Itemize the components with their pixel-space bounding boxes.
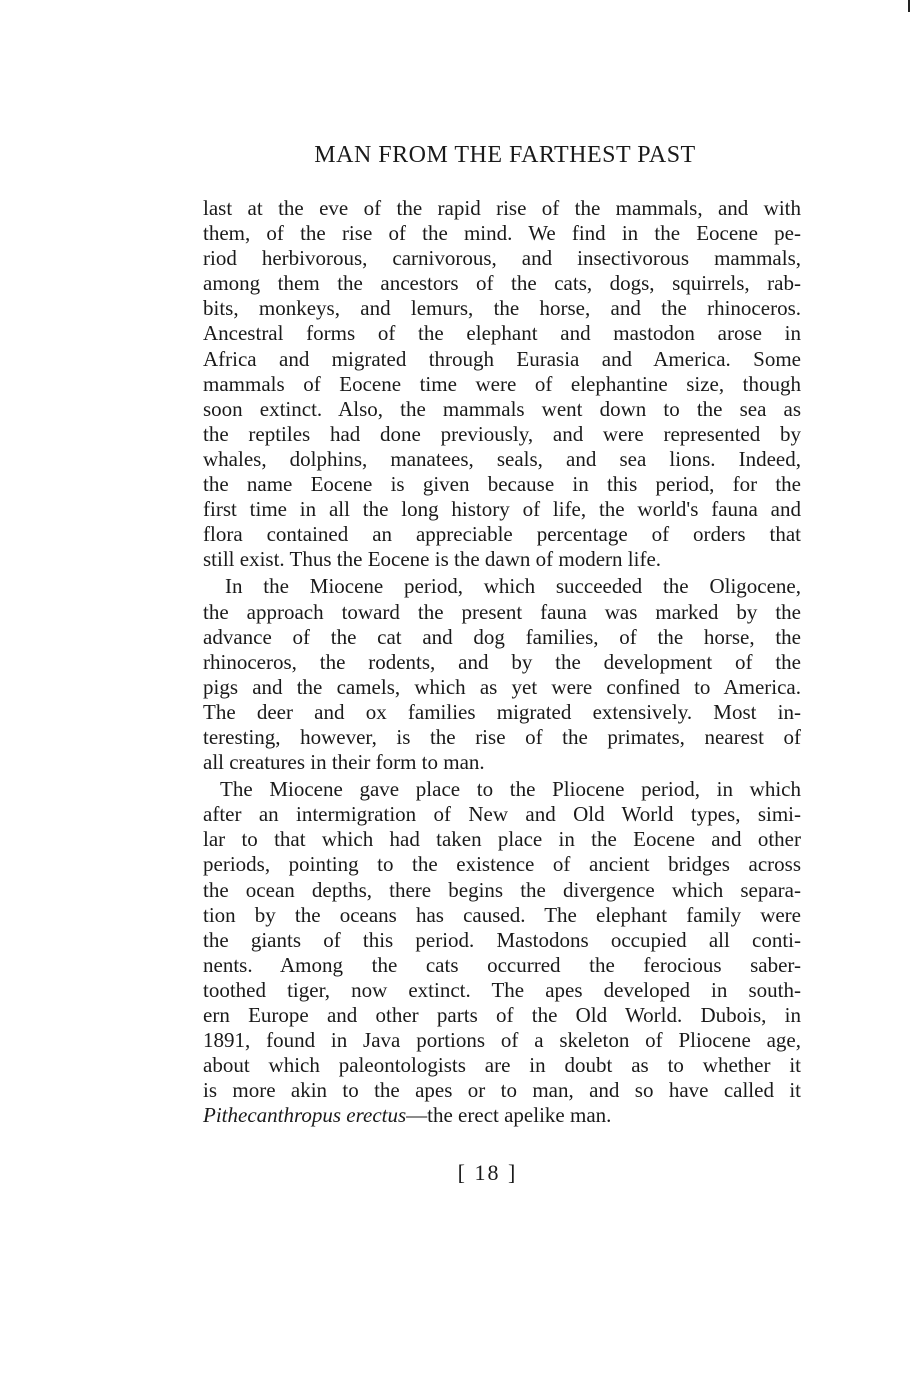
text-line: tion by the oceans has caused. The elephant family were bbox=[203, 902, 801, 927]
running-head: MAN FROM THE FARTHEST PAST bbox=[314, 142, 696, 168]
paragraph-3 bbox=[203, 777, 801, 1128]
text-line: all creatures in their form to man. bbox=[203, 750, 485, 775]
body-text bbox=[203, 196, 801, 1128]
text-line: about which paleontologists are in doubt as to whether it bbox=[203, 1053, 801, 1078]
text-line: rhinoceros, the rodents, and by the development of the bbox=[203, 649, 801, 674]
text-line: the approach toward the present fauna was marked by the bbox=[203, 599, 801, 624]
text-line: bits, monkeys, and lemurs, the horse, and the rhinoceros. bbox=[203, 296, 801, 321]
text-line: the reptiles had done previously, and were represented by bbox=[203, 421, 801, 446]
species-name: Pithecanthropus erectus bbox=[203, 1103, 407, 1128]
text-line: teresting, however, is the rise of the primates, nearest of bbox=[203, 724, 801, 749]
text-line: after an intermigration of New and Old World types, simi- bbox=[203, 802, 801, 827]
paragraph-1 bbox=[203, 196, 801, 572]
page-number: [ 18 ] bbox=[457, 1160, 518, 1185]
text-line: among them the ancestors of the cats, dogs, squirrels, rab- bbox=[203, 271, 801, 296]
text-line: flora contained an appreciable percentage of orders that bbox=[203, 522, 801, 547]
text-line: 1891, found in Java portions of a skeleton of Pliocene age, bbox=[203, 1028, 801, 1053]
text-line: pigs and the camels, which as yet were confined to America. bbox=[203, 674, 801, 699]
text-line: The deer and ox families migrated extensively. Most in- bbox=[203, 699, 801, 724]
text-line: Ancestral forms of the elephant and mastodon arose in bbox=[203, 321, 801, 346]
text-line: ern Europe and other parts of the Old World. Dubois, in bbox=[203, 1003, 801, 1027]
text-line-final bbox=[203, 1103, 801, 1128]
text-line: advance of the cat and dog families, of the horse, the bbox=[203, 624, 801, 649]
text-line: them, of the rise of the mind. We find in the Eocene pe- bbox=[203, 221, 801, 246]
text-line: whales, dolphins, manatees, seals, and sea lions. Indeed, bbox=[203, 446, 801, 471]
text-line: still exist. Thus the Eocene is the dawn of modern life. bbox=[203, 547, 662, 572]
paragraph-2 bbox=[203, 574, 801, 775]
text-line: the ocean depths, there begins the divergence which separa- bbox=[203, 877, 801, 902]
species-gloss: —the erect apelike man. bbox=[406, 1103, 612, 1128]
text-line: the name Eocene is given because in this period, for the bbox=[203, 472, 801, 497]
text-line: toothed tiger, now extinct. The apes developed in south- bbox=[203, 977, 801, 1002]
text-line: nents. Among the cats occurred the ferocious saber- bbox=[203, 952, 801, 977]
text-line: mammals of Eocene time were of elephantine size, though bbox=[203, 371, 801, 396]
text-line: last at the eve of the rapid rise of the mammals, and with bbox=[203, 196, 801, 220]
text-line: soon extinct. Also, the mammals went down to the sea as bbox=[203, 396, 801, 421]
text-line: first time in all the long history of life, the world's fauna and bbox=[203, 497, 801, 522]
text-line: The Miocene gave place to the Pliocene period, in which bbox=[220, 777, 801, 802]
text-line: is more akin to the apes or to man, and so have called it bbox=[203, 1078, 801, 1103]
text-line: riod herbivorous, carnivorous, and insectivorous mammals, bbox=[203, 246, 801, 271]
text-line: In the Miocene period, which succeeded the Oligocene, bbox=[225, 574, 801, 599]
text-line: lar to that which had taken place in the Eocene and other bbox=[203, 827, 801, 852]
text-line: Africa and migrated through Eurasia and America. Some bbox=[203, 346, 801, 371]
text-line: periods, pointing to the existence of ancient bridges across bbox=[203, 852, 801, 877]
text-line: the giants of this period. Mastodons occupied all conti- bbox=[203, 927, 801, 952]
